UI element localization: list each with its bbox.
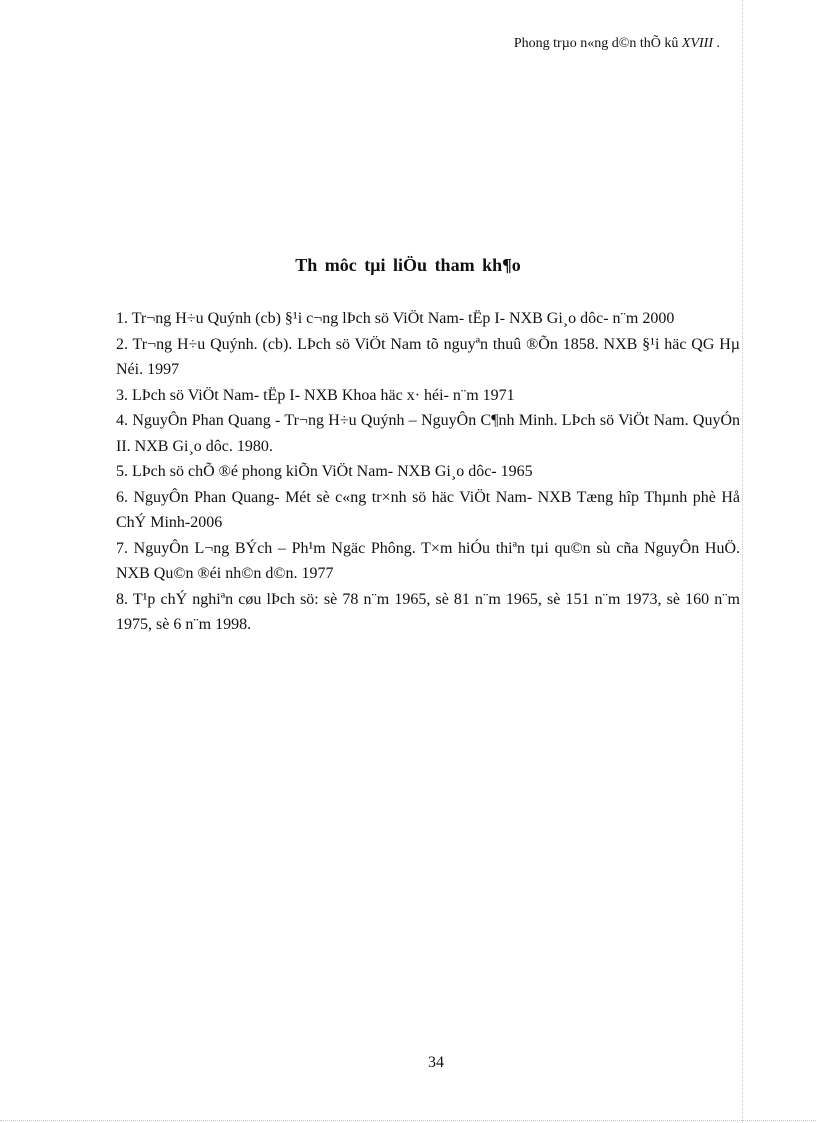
reference-item-5: 5. LÞch sö chÕ ®é phong kiÕn ViÖt Nam- NXB Gi¸o dôc- 1965 [116, 463, 533, 480]
running-header-text: Phong trµo n«ng d©n thÕ kû [513, 36, 679, 51]
reference-item-6: 6. NguyÔn Phan Quang- Mét sè c«ng tr×nh sö häc ViÖt Nam- NXB Tæng hîp Thµnh phè Hå ChÝ Minh-2006 [116, 488, 740, 531]
page-bottom-margin-line [0, 1120, 816, 1121]
running-header-suffix: . [713, 36, 720, 51]
reference-item-4: 4. NguyÔn Phan Quang - Tr¬ng H÷u Quýnh – NguyÔn C¶nh Minh. LÞch sö ViÖt Nam. QuyÓn II. NXB Gi¸o dôc. 1980. [116, 412, 740, 455]
running-header-century: XVIII [681, 36, 713, 51]
reference-item-1: 1. Tr¬ng H÷u Quýnh (cb) §¹i c¬ng lÞch sö ViÖt Nam- tËp I- NXB Gi¸o dôc- n¨m 2000 [116, 310, 675, 327]
page-title: Th môc tµi liÖu tham kh¶o [295, 255, 521, 275]
page-number: 34 [428, 1054, 444, 1071]
running-header [380, 36, 720, 52]
reference-item-8: 8. T¹p chÝ nghiªn cøu lÞch sö: sè 78 n¨m 1965, sè 81 n¨m 1965, sè 151 n¨m 1973, sè 160 n¨m 1975, sè 6 n¨m 1998. [116, 590, 740, 633]
page-margin-line [742, 0, 743, 1123]
reference-item-2: 2. Tr¬ng H÷u Quýnh. (cb). LÞch sö ViÖt Nam tõ nguyªn thuû ®Õn 1858. NXB §¹i häc QG Hµ Néi. 1997 [116, 335, 740, 378]
reference-item-7: 7. NguyÔn L¬ng BÝch – Ph¹m Ngäc Phông. T×m hiÓu thiªn tµi qu©n sù cña NguyÔn HuÖ. NXB Qu©n ®éi nh©n d©n. 1977 [116, 539, 740, 582]
reference-item-3: 3. LÞch sö ViÖt Nam- tËp I- NXB Khoa häc x· héi- n¨m 1971 [116, 386, 515, 404]
reference-list [116, 306, 740, 638]
